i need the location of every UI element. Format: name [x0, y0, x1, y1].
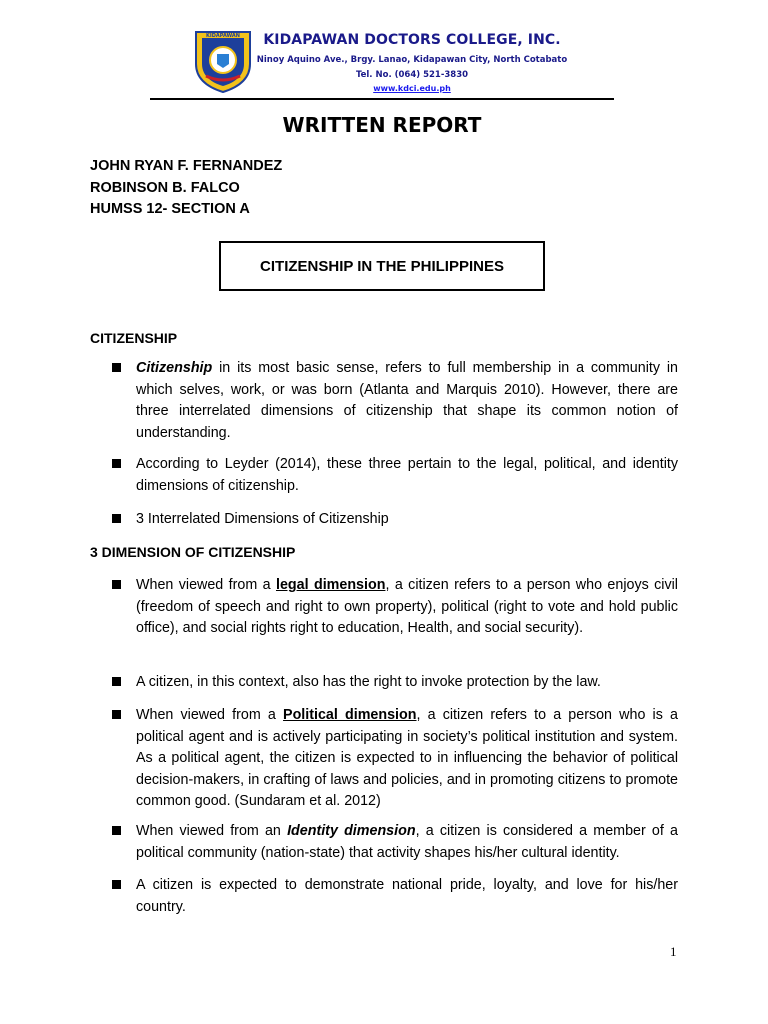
list-item: [112, 875, 678, 918]
list-item: [112, 509, 678, 531]
author-name: JOHN RYAN F. FERNANDEZ: [90, 158, 283, 174]
bullet-square-icon: [112, 580, 121, 589]
bullet-text: According to Leyder (2014), these three pertain to the legal, political, and identity dimensions of citizenship.: [136, 456, 678, 494]
bullet-prefix: When viewed from a: [136, 707, 284, 723]
bullet-text: , a citizen is considered a member of a political community (nation-state) that activity shapes his/her cultural identity.: [136, 823, 678, 861]
bullet-text: in its most basic sense, refers to full membership in a community in which selves, work, or was born (Atlanta and Marquis 2010). However, there are three interrelated dimensions of citizenship that shape its common notion of understanding.: [136, 360, 678, 441]
college-website-link[interactable]: www.kdci.edu.ph: [373, 84, 451, 93]
class-section: HUMSS 12- SECTION A: [90, 201, 250, 217]
college-name: KIDAPAWAN DOCTORS COLLEGE, INC.: [263, 32, 561, 48]
bullet-square-icon: [112, 826, 121, 835]
bullet-square-icon: [112, 363, 121, 372]
list-item: [112, 705, 678, 813]
list-item: [112, 821, 678, 864]
bullet-square-icon: [112, 710, 121, 719]
list-item: [112, 454, 678, 497]
bullet-square-icon: [112, 514, 121, 523]
page-number: 1: [670, 944, 677, 959]
bullet-prefix: When viewed from an: [136, 823, 288, 839]
topic-title: CITIZENSHIP IN THE PHILIPPINES: [260, 257, 504, 275]
topic-box: [219, 241, 545, 291]
college-telephone: Tel. No. (064) 521-3830: [355, 70, 469, 80]
emphasis-term: Identity dimension: [287, 823, 416, 839]
list-item: [112, 575, 678, 640]
bullet-text: 3 Interrelated Dimensions of Citizenship: [136, 511, 389, 527]
emphasis-term: Political dimension: [283, 707, 417, 723]
author-name: ROBINSON B. FALCO: [90, 180, 240, 196]
bullet-prefix: When viewed from a: [136, 577, 276, 593]
bullet-square-icon: [112, 880, 121, 889]
bullet-text: A citizen, in this context, also has the right to invoke protection by the law.: [136, 674, 601, 690]
list-item: [112, 358, 678, 444]
college-address: Ninoy Aquino Ave., Brgy. Lanao, Kidapawan City, North Cotabato: [256, 55, 568, 65]
emphasis-term: Citizenship: [136, 360, 213, 376]
bullet-square-icon: [112, 677, 121, 686]
emphasis-term: legal dimension: [275, 577, 386, 593]
bullet-square-icon: [112, 459, 121, 468]
bullet-text: A citizen is expected to demonstrate national pride, loyalty, and love for his/her country.: [136, 877, 678, 915]
bullet-text: , a citizen refers to a person who is a political agent and is actively participating in society’s political institution and system. As a political agent, the citizen is expected to in influencing the behavior of political decision-makers, in crafting of laws and policies, and in promoting citizens to promote common good. (Sundaram et al. 2012): [136, 707, 678, 809]
header-divider: [150, 98, 614, 100]
logo-top-text: KIDAPAWAN: [206, 33, 240, 39]
report-title: WRITTEN REPORT: [282, 113, 482, 137]
section-heading: 3 DIMENSION OF CITIZENSHIP: [90, 544, 296, 560]
list-item: [112, 672, 678, 694]
bullet-text: , a citizen refers to a person who enjoys civil (freedom of speech and right to own property), political (right to vote and hold public office), and social rights right to education, Health, and social security).: [136, 577, 678, 636]
section-heading: CITIZENSHIP: [90, 330, 178, 346]
